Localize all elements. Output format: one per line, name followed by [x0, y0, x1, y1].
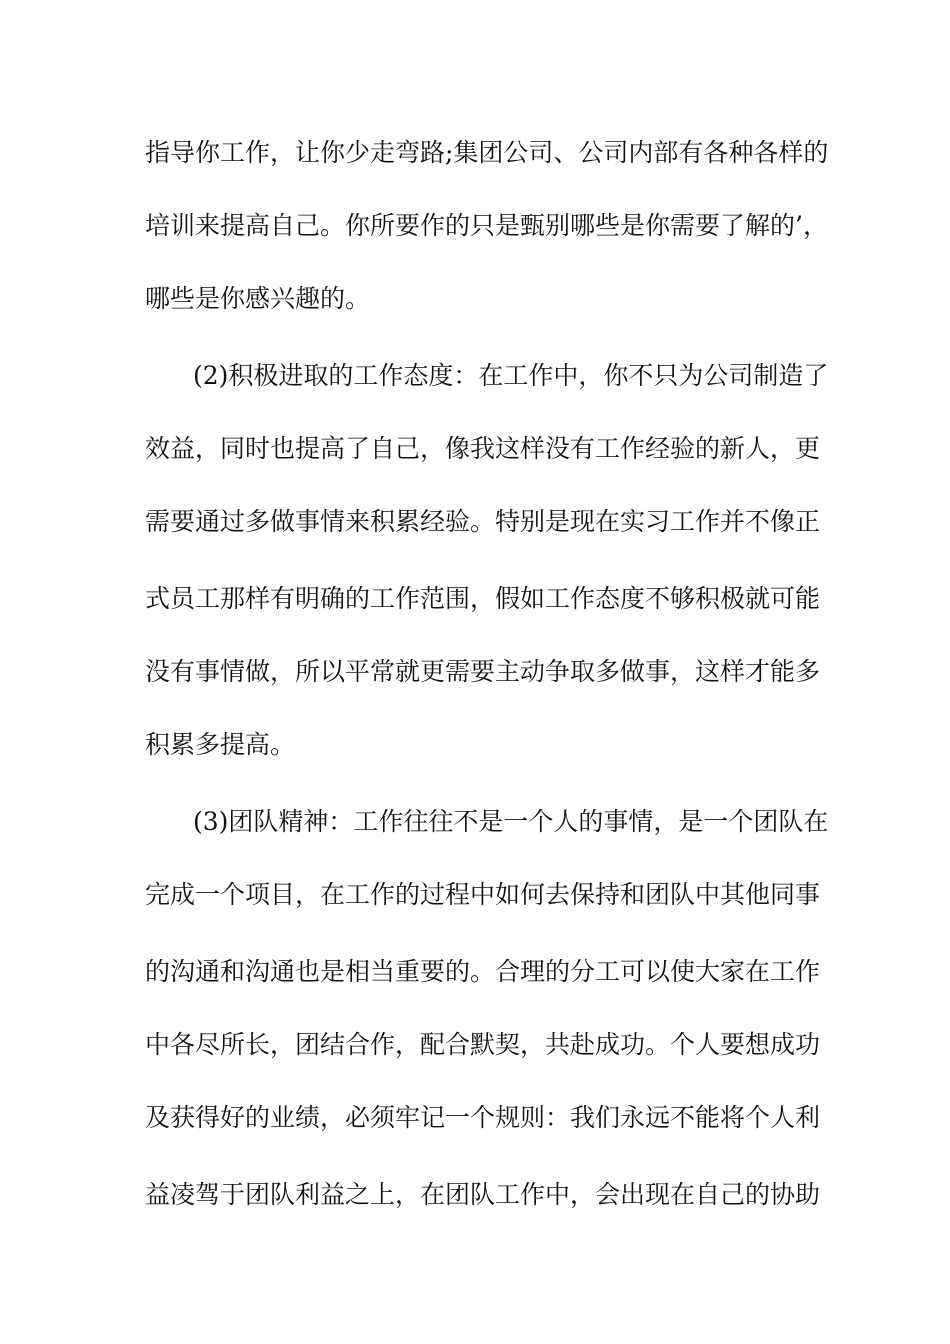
text-line: 中各尽所长，团结合作，配合默契，共赴成功。个人要想成功 [145, 1030, 821, 1059]
text-line: 式员工那样有明确的工作范围，假如工作态度不够积极就可能 [145, 584, 821, 613]
text-line: 及获得好的业绩，必须牢记一个规则：我们永远不能将个人利 [145, 1103, 821, 1132]
text-line: 没有事情做，所以平常就更需要主动争取多做事，这样才能多 [145, 657, 821, 686]
text-line: 培训来提高自己。你所要作的只是甄别哪些是你需要了解的’， [145, 211, 828, 240]
text-line: 益凌驾于团队利益之上，在团队工作中，会出现在自己的协助 [145, 1180, 821, 1209]
paragraph-start-line: (3)团队精神：工作往往不是一个人的事情，是一个团队在 [193, 807, 829, 836]
text-line: 效益，同时也提高了自己，像我这样没有工作经验的新人，更 [145, 434, 821, 463]
paragraph-start-line: (2)积极进取的工作态度：在工作中，你不只为公司制造了 [193, 361, 829, 390]
text-line: 指导你工作，让你少走弯路;集团公司、公司内部有各种各样的 [145, 138, 829, 167]
text-line: 的沟通和沟通也是相当重要的。合理的分工可以使大家在工作 [145, 957, 821, 986]
text-line: 哪些是你感兴趣的。 [145, 284, 371, 313]
text-line: 需要通过多做事情来积累经验。特别是现在实习工作并不像正 [145, 507, 821, 536]
text-line: 完成一个项目，在工作的过程中如何去保持和团队中其他同事 [145, 880, 821, 909]
text-line: 积累多提高。 [145, 730, 296, 759]
